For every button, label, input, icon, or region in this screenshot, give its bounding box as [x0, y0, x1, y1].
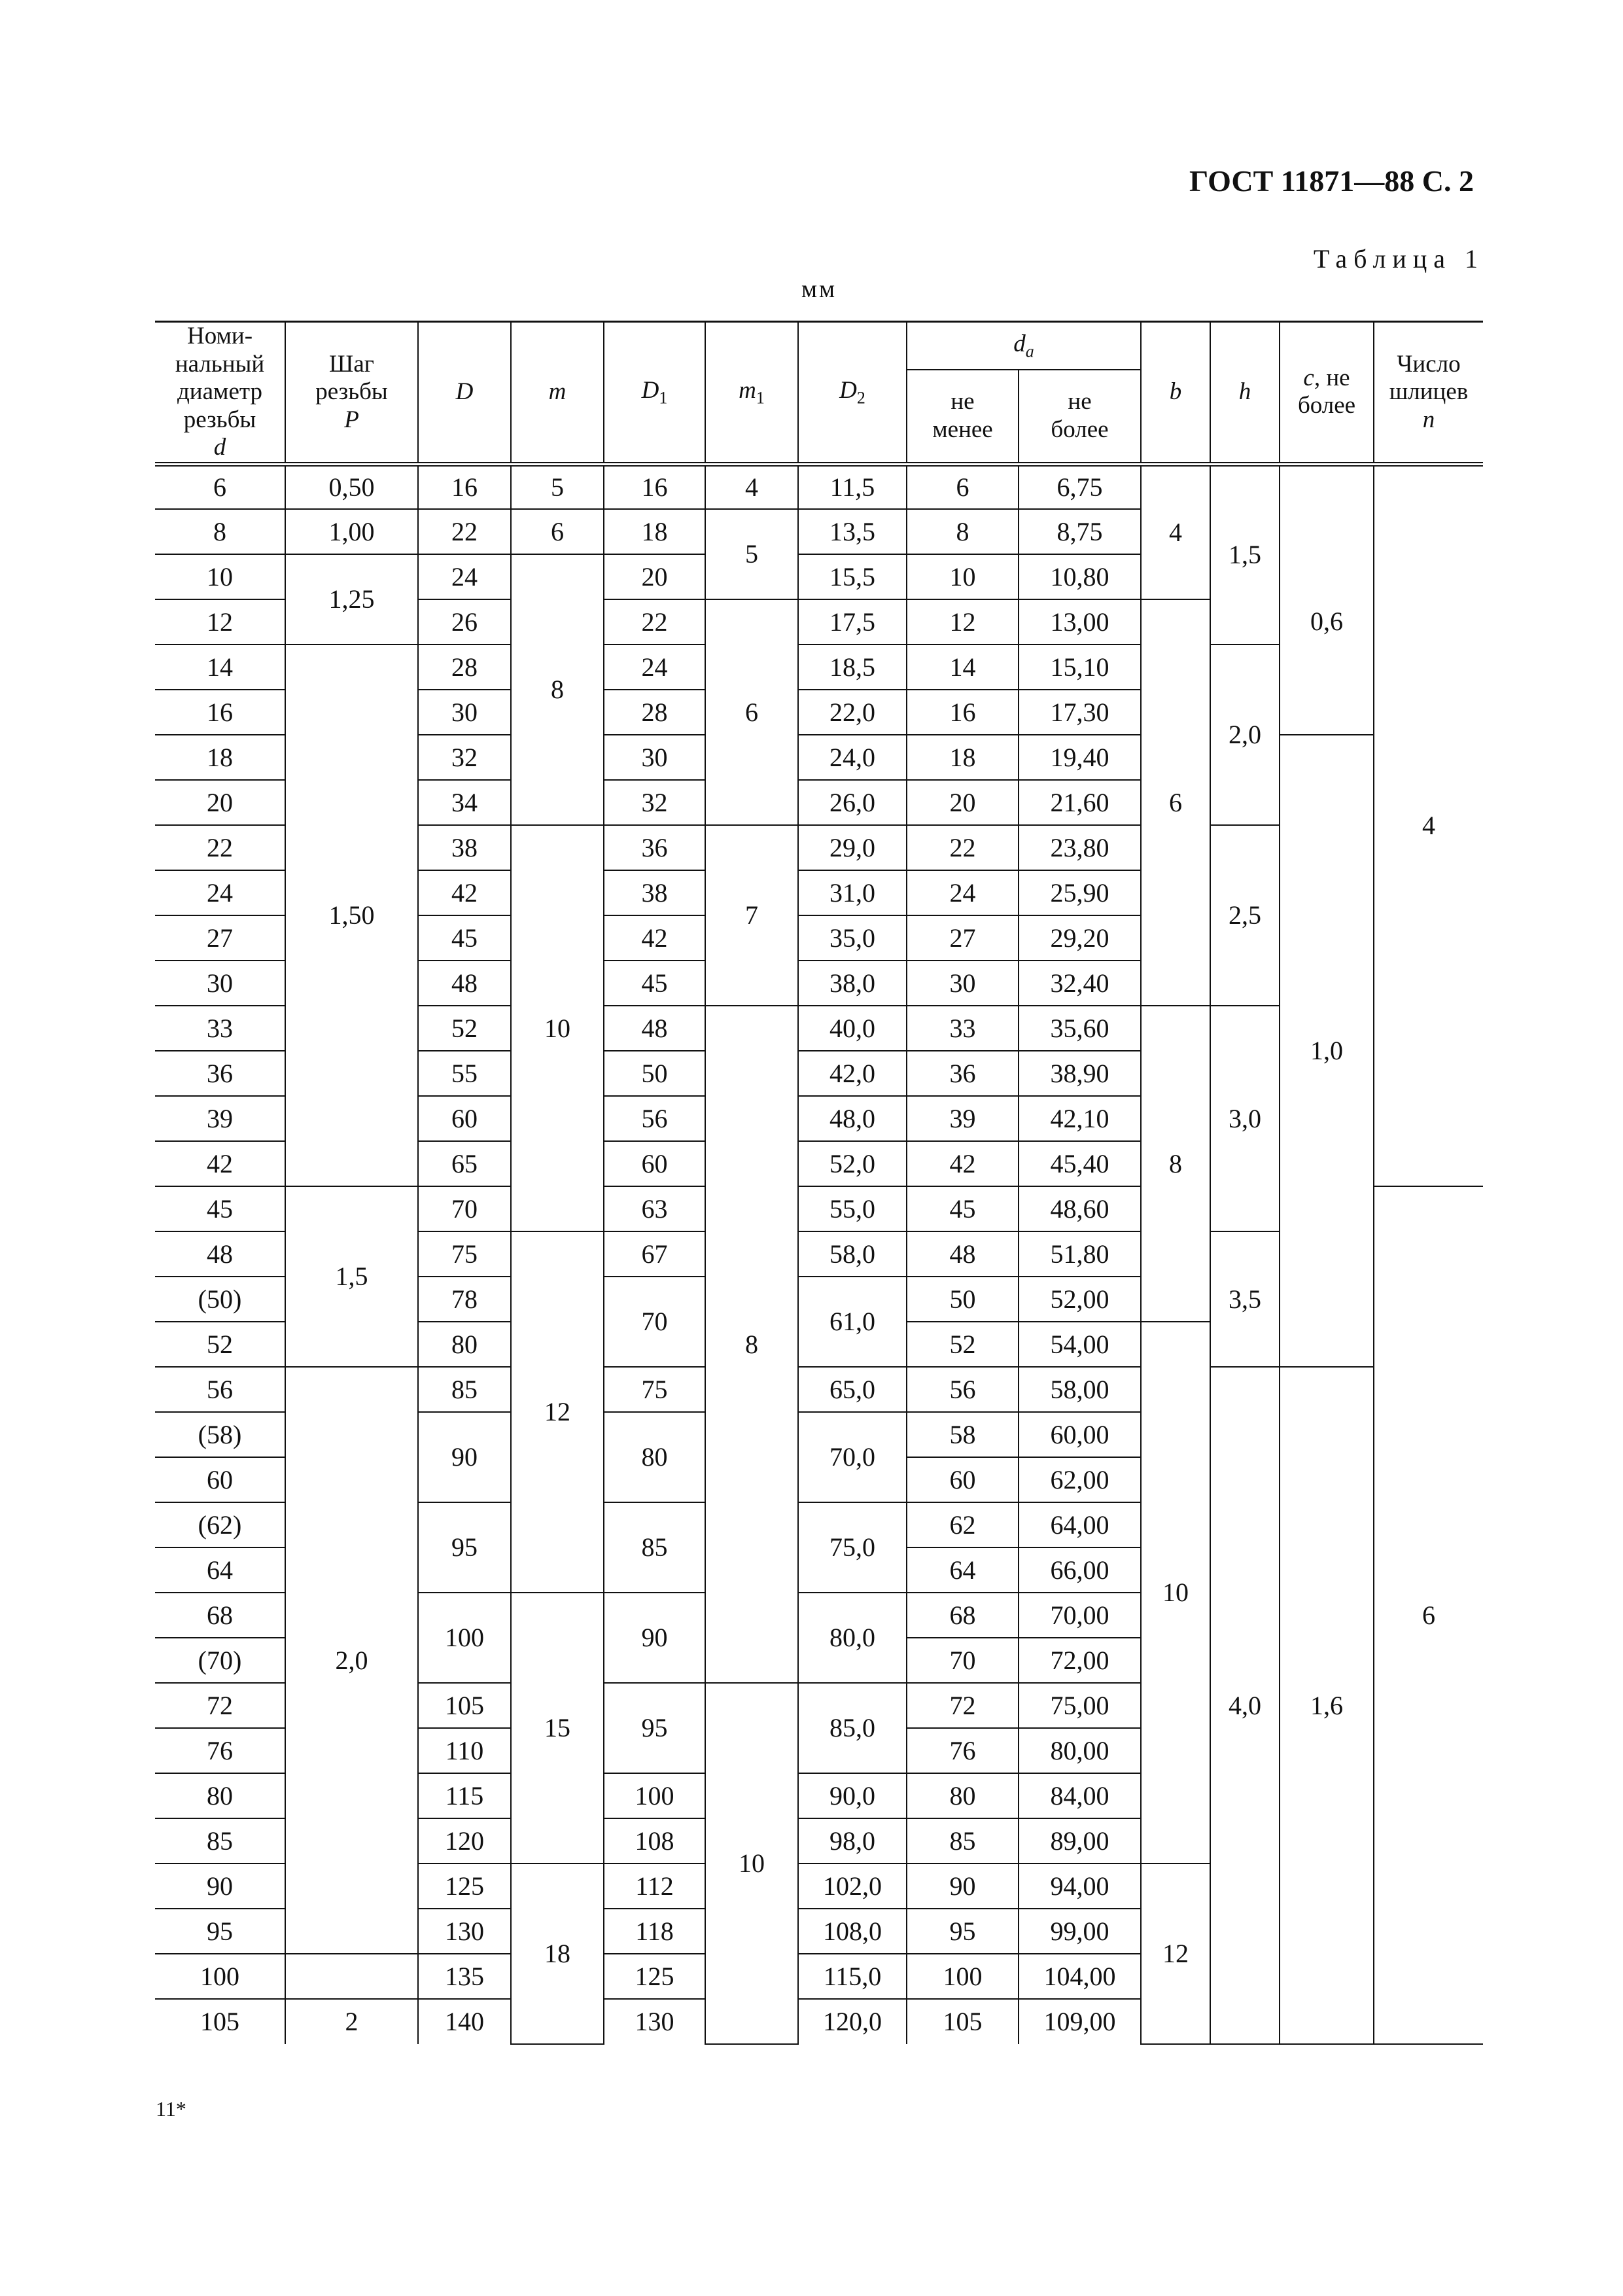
cell-da-max: 48,60	[1019, 1186, 1141, 1231]
cell-D1: 125	[604, 1954, 705, 1999]
cell-d: 27	[155, 915, 285, 961]
cell-d: 10	[155, 554, 285, 599]
cell-D1: 30	[604, 735, 705, 780]
table-caption: Таблица 1	[1313, 244, 1484, 274]
cell-d: 68	[155, 1593, 285, 1638]
cell-D: 100	[418, 1593, 511, 1683]
cell-d: 24	[155, 870, 285, 915]
cell-da-min: 72	[907, 1683, 1019, 1728]
cell-D: 120	[418, 1818, 511, 1863]
cell-m: 6	[511, 509, 604, 554]
cell-D2: 65,0	[798, 1367, 907, 1412]
cell-b: 12	[1141, 1863, 1210, 2044]
cell-D: 48	[418, 961, 511, 1006]
cell-da-max: 45,40	[1019, 1141, 1141, 1186]
cell-d: 64	[155, 1547, 285, 1593]
cell-D2: 38,0	[798, 961, 907, 1006]
cell-da-max: 23,80	[1019, 825, 1141, 870]
cell-D: 115	[418, 1773, 511, 1818]
cell-da-max: 99,00	[1019, 1909, 1141, 1954]
cell-D1: 20	[604, 554, 705, 599]
cell-d: 18	[155, 735, 285, 780]
cell-da-max: 21,60	[1019, 780, 1141, 825]
cell-da-min: 52	[907, 1322, 1019, 1367]
cell-D2: 98,0	[798, 1818, 907, 1863]
header-D: D	[418, 322, 511, 465]
cell-da-min: 85	[907, 1818, 1019, 1863]
header-d: Номи- нальный диаметр резьбы d	[155, 322, 285, 465]
cell-h: 2,5	[1210, 825, 1280, 1006]
cell-D2: 31,0	[798, 870, 907, 915]
cell-D2: 108,0	[798, 1909, 907, 1954]
cell-d: (62)	[155, 1502, 285, 1547]
cell-D1: 22	[604, 599, 705, 645]
cell-pitch: 2	[285, 1999, 418, 2044]
cell-D: 45	[418, 915, 511, 961]
cell-D1: 28	[604, 690, 705, 735]
cell-d: 72	[155, 1683, 285, 1728]
cell-n: 4	[1374, 464, 1483, 1186]
cell-da-min: 10	[907, 554, 1019, 599]
header-da: $d_a$	[907, 322, 1141, 370]
cell-D1: 24	[604, 645, 705, 690]
cell-da-min: 39	[907, 1096, 1019, 1141]
cell-da-max: 17,30	[1019, 690, 1141, 735]
cell-m: 18	[511, 1863, 604, 2044]
cell-m1: 10	[705, 1683, 798, 2044]
cell-n: 6	[1374, 1186, 1483, 2044]
cell-m1: 6	[705, 599, 798, 825]
cell-d: 60	[155, 1457, 285, 1502]
cell-c: 1,6	[1280, 1367, 1374, 2044]
cell-D: 34	[418, 780, 511, 825]
cell-pitch: 1,5	[285, 1186, 418, 1367]
cell-pitch: 1,50	[285, 645, 418, 1186]
cell-D: 26	[418, 599, 511, 645]
cell-m1: 7	[705, 825, 798, 1006]
cell-da-min: 80	[907, 1773, 1019, 1818]
units-label: мм	[801, 275, 837, 303]
cell-da-min: 60	[907, 1457, 1019, 1502]
cell-da-max: 64,00	[1019, 1502, 1141, 1547]
header-b: b	[1141, 322, 1210, 465]
cell-h: 3,0	[1210, 1006, 1280, 1231]
cell-D1: 56	[604, 1096, 705, 1141]
page-footer: 11*	[156, 2097, 186, 2121]
cell-D2: 75,0	[798, 1502, 907, 1593]
cell-c: 0,6	[1280, 509, 1374, 735]
cell-d: 33	[155, 1006, 285, 1051]
cell-da-min: 58	[907, 1412, 1019, 1457]
cell-da-max: 58,00	[1019, 1367, 1141, 1412]
cell-D1: 32	[604, 780, 705, 825]
cell-m: 10	[511, 825, 604, 1231]
cell-b: 4	[1141, 464, 1210, 599]
cell-D1: 48	[604, 1006, 705, 1051]
cell-D: 65	[418, 1141, 511, 1186]
cell-da-min: 8	[907, 509, 1019, 554]
cell-d: 45	[155, 1186, 285, 1231]
cell-da-max: 75,00	[1019, 1683, 1141, 1728]
cell-D: 130	[418, 1909, 511, 1954]
cell-D2: 102,0	[798, 1863, 907, 1909]
cell-D1: 130	[604, 1999, 705, 2044]
cell-da-max: 32,40	[1019, 961, 1141, 1006]
cell-da-min: 90	[907, 1863, 1019, 1909]
cell-d: 12	[155, 599, 285, 645]
cell-d: 90	[155, 1863, 285, 1909]
cell-da-max: 60,00	[1019, 1412, 1141, 1457]
cell-da-min: 76	[907, 1728, 1019, 1773]
cell-d: 39	[155, 1096, 285, 1141]
cell-da-max: 19,40	[1019, 735, 1141, 780]
header-da-min: не менее	[907, 370, 1019, 464]
cell-d: (58)	[155, 1412, 285, 1457]
header-m: m	[511, 322, 604, 465]
cell-D1: 108	[604, 1818, 705, 1863]
cell-D: 24	[418, 554, 511, 599]
cell-h: 1,5	[1210, 464, 1280, 645]
cell-D2: 11,5	[798, 464, 907, 509]
cell-D2: 17,5	[798, 599, 907, 645]
cell-d: 42	[155, 1141, 285, 1186]
cell-da-min: 68	[907, 1593, 1019, 1638]
cell-da-max: 94,00	[1019, 1863, 1141, 1909]
cell-da-max: 66,00	[1019, 1547, 1141, 1593]
cell-m1: 5	[705, 509, 798, 599]
cell-m: 5	[511, 464, 604, 509]
cell-da-max: 70,00	[1019, 1593, 1141, 1638]
header-da-max: не более	[1019, 370, 1141, 464]
cell-h: 3,5	[1210, 1231, 1280, 1367]
cell-pitch	[285, 1954, 418, 1999]
cell-da-min: 27	[907, 915, 1019, 961]
cell-D1: 90	[604, 1593, 705, 1683]
cell-D1: 85	[604, 1502, 705, 1593]
cell-D: 16	[418, 464, 511, 509]
cell-da-min: 36	[907, 1051, 1019, 1096]
cell-D1: 118	[604, 1909, 705, 1954]
cell-da-max: 13,00	[1019, 599, 1141, 645]
cell-D: 52	[418, 1006, 511, 1051]
cell-D2: 18,5	[798, 645, 907, 690]
cell-da-min: 70	[907, 1638, 1019, 1683]
cell-da-max: 84,00	[1019, 1773, 1141, 1818]
standard-header: ГОСТ 11871—88 С. 2	[1189, 164, 1474, 198]
cell-D1: 70	[604, 1277, 705, 1367]
cell-D2: 48,0	[798, 1096, 907, 1141]
cell-pitch: 0,50	[285, 464, 418, 509]
cell-d: 100	[155, 1954, 285, 1999]
cell-D: 125	[418, 1863, 511, 1909]
cell-d: 52	[155, 1322, 285, 1367]
cell-D1: 80	[604, 1412, 705, 1502]
cell-D2: 15,5	[798, 554, 907, 599]
cell-d: 22	[155, 825, 285, 870]
cell-D2: 85,0	[798, 1683, 907, 1773]
cell-da-min: 18	[907, 735, 1019, 780]
cell-pitch: 1,00	[285, 509, 418, 554]
cell-da-min: 16	[907, 690, 1019, 735]
cell-da-max: 54,00	[1019, 1322, 1141, 1367]
cell-D1: 112	[604, 1863, 705, 1909]
cell-D: 22	[418, 509, 511, 554]
cell-da-max: 104,00	[1019, 1954, 1141, 1999]
cell-da-min: 24	[907, 870, 1019, 915]
cell-D1: 18	[604, 509, 705, 554]
cell-D: 60	[418, 1096, 511, 1141]
cell-da-max: 38,90	[1019, 1051, 1141, 1096]
header-D1: $D_1$	[604, 322, 705, 465]
cell-D2: 80,0	[798, 1593, 907, 1683]
cell-pitch: 2,0	[285, 1367, 418, 1954]
cell-da-min: 42	[907, 1141, 1019, 1186]
cell-da-min: 95	[907, 1909, 1019, 1954]
cell-D2: 24,0	[798, 735, 907, 780]
cell-D: 75	[418, 1231, 511, 1277]
cell-c: 1,0	[1280, 735, 1374, 1367]
cell-da-min: 100	[907, 1954, 1019, 1999]
header-c: c, не более	[1280, 322, 1374, 465]
cell-d: 76	[155, 1728, 285, 1773]
cell-D2: 35,0	[798, 915, 907, 961]
cell-da-min: 22	[907, 825, 1019, 870]
cell-d: 80	[155, 1773, 285, 1818]
cell-h: 2,0	[1210, 645, 1280, 825]
header-D2: $D_2$	[798, 322, 907, 465]
cell-da-max: 35,60	[1019, 1006, 1141, 1051]
cell-d: 105	[155, 1999, 285, 2044]
cell-da-min: 30	[907, 961, 1019, 1006]
cell-da-max: 42,10	[1019, 1096, 1141, 1141]
cell-D2: 42,0	[798, 1051, 907, 1096]
header-h: h	[1210, 322, 1280, 465]
cell-da-max: 80,00	[1019, 1728, 1141, 1773]
table-row	[155, 509, 1483, 554]
cell-D: 42	[418, 870, 511, 915]
cell-D2: 70,0	[798, 1412, 907, 1502]
cell-da-max: 15,10	[1019, 645, 1141, 690]
cell-d: 16	[155, 690, 285, 735]
cell-d: 36	[155, 1051, 285, 1096]
cell-D2: 29,0	[798, 825, 907, 870]
cell-d: (70)	[155, 1638, 285, 1683]
cell-D2: 115,0	[798, 1954, 907, 1999]
table-row	[155, 1367, 1483, 1412]
cell-da-max: 52,00	[1019, 1277, 1141, 1322]
cell-D2: 40,0	[798, 1006, 907, 1051]
cell-da-max: 25,90	[1019, 870, 1141, 915]
cell-D1: 95	[604, 1683, 705, 1773]
cell-D1: 67	[604, 1231, 705, 1277]
cell-m1: 8	[705, 1006, 798, 1683]
cell-d: 8	[155, 509, 285, 554]
cell-c	[1280, 464, 1374, 509]
cell-m: 15	[511, 1593, 604, 1863]
cell-D2: 120,0	[798, 1999, 907, 2044]
cell-D: 110	[418, 1728, 511, 1773]
cell-D: 85	[418, 1367, 511, 1412]
cell-b: 10	[1141, 1322, 1210, 1863]
cell-d: 20	[155, 780, 285, 825]
cell-da-min: 14	[907, 645, 1019, 690]
cell-D2: 13,5	[798, 509, 907, 554]
cell-da-min: 62	[907, 1502, 1019, 1547]
cell-D: 80	[418, 1322, 511, 1367]
cell-D: 140	[418, 1999, 511, 2044]
cell-d: 48	[155, 1231, 285, 1277]
cell-D1: 50	[604, 1051, 705, 1096]
cell-D2: 22,0	[798, 690, 907, 735]
cell-D1: 63	[604, 1186, 705, 1231]
cell-D2: 90,0	[798, 1773, 907, 1818]
cell-da-max: 72,00	[1019, 1638, 1141, 1683]
cell-da-min: 48	[907, 1231, 1019, 1277]
cell-da-max: 62,00	[1019, 1457, 1141, 1502]
cell-da-min: 50	[907, 1277, 1019, 1322]
cell-da-min: 45	[907, 1186, 1019, 1231]
cell-h: 4,0	[1210, 1367, 1280, 2044]
cell-D2: 52,0	[798, 1141, 907, 1186]
cell-da-max: 89,00	[1019, 1818, 1141, 1863]
cell-D: 90	[418, 1412, 511, 1502]
cell-D: 70	[418, 1186, 511, 1231]
cell-D: 38	[418, 825, 511, 870]
cell-D: 30	[418, 690, 511, 735]
cell-m1: 4	[705, 464, 798, 509]
cell-d: 14	[155, 645, 285, 690]
cell-d: (50)	[155, 1277, 285, 1322]
cell-da-max: 10,80	[1019, 554, 1141, 599]
cell-D1: 16	[604, 464, 705, 509]
cell-D1: 100	[604, 1773, 705, 1818]
cell-d: 95	[155, 1909, 285, 1954]
cell-da-min: 105	[907, 1999, 1019, 2044]
cell-D1: 60	[604, 1141, 705, 1186]
cell-D: 95	[418, 1502, 511, 1593]
cell-D: 105	[418, 1683, 511, 1728]
cell-D2: 58,0	[798, 1231, 907, 1277]
cell-da-max: 109,00	[1019, 1999, 1141, 2044]
cell-D2: 26,0	[798, 780, 907, 825]
cell-b: 6	[1141, 599, 1210, 1006]
cell-D1: 36	[604, 825, 705, 870]
cell-da-min: 20	[907, 780, 1019, 825]
cell-D: 55	[418, 1051, 511, 1096]
cell-D1: 75	[604, 1367, 705, 1412]
cell-da-min: 33	[907, 1006, 1019, 1051]
cell-da-min: 6	[907, 464, 1019, 509]
cell-D2: 55,0	[798, 1186, 907, 1231]
cell-D1: 42	[604, 915, 705, 961]
cell-D: 78	[418, 1277, 511, 1322]
table-row	[155, 464, 1483, 509]
cell-D: 32	[418, 735, 511, 780]
header-n: Число шлицев n	[1374, 322, 1483, 465]
cell-d: 30	[155, 961, 285, 1006]
cell-da-min: 64	[907, 1547, 1019, 1593]
cell-m: 8	[511, 554, 604, 825]
cell-m: 12	[511, 1231, 604, 1593]
cell-da-max: 8,75	[1019, 509, 1141, 554]
cell-da-min: 12	[907, 599, 1019, 645]
cell-D2: 61,0	[798, 1277, 907, 1367]
cell-D: 135	[418, 1954, 511, 1999]
cell-da-max: 29,20	[1019, 915, 1141, 961]
cell-D1: 45	[604, 961, 705, 1006]
cell-da-max: 6,75	[1019, 464, 1141, 509]
header-pitch: Шаг резьбы P	[285, 322, 418, 465]
cell-d: 56	[155, 1367, 285, 1412]
cell-da-min: 56	[907, 1367, 1019, 1412]
cell-D: 28	[418, 645, 511, 690]
cell-da-max: 51,80	[1019, 1231, 1141, 1277]
cell-d: 6	[155, 464, 285, 509]
cell-D1: 38	[604, 870, 705, 915]
thread-dimensions-table	[155, 321, 1483, 2045]
cell-d: 85	[155, 1818, 285, 1863]
cell-pitch: 1,25	[285, 554, 418, 645]
header-m1: $m_1$	[705, 322, 798, 465]
cell-b: 8	[1141, 1006, 1210, 1322]
